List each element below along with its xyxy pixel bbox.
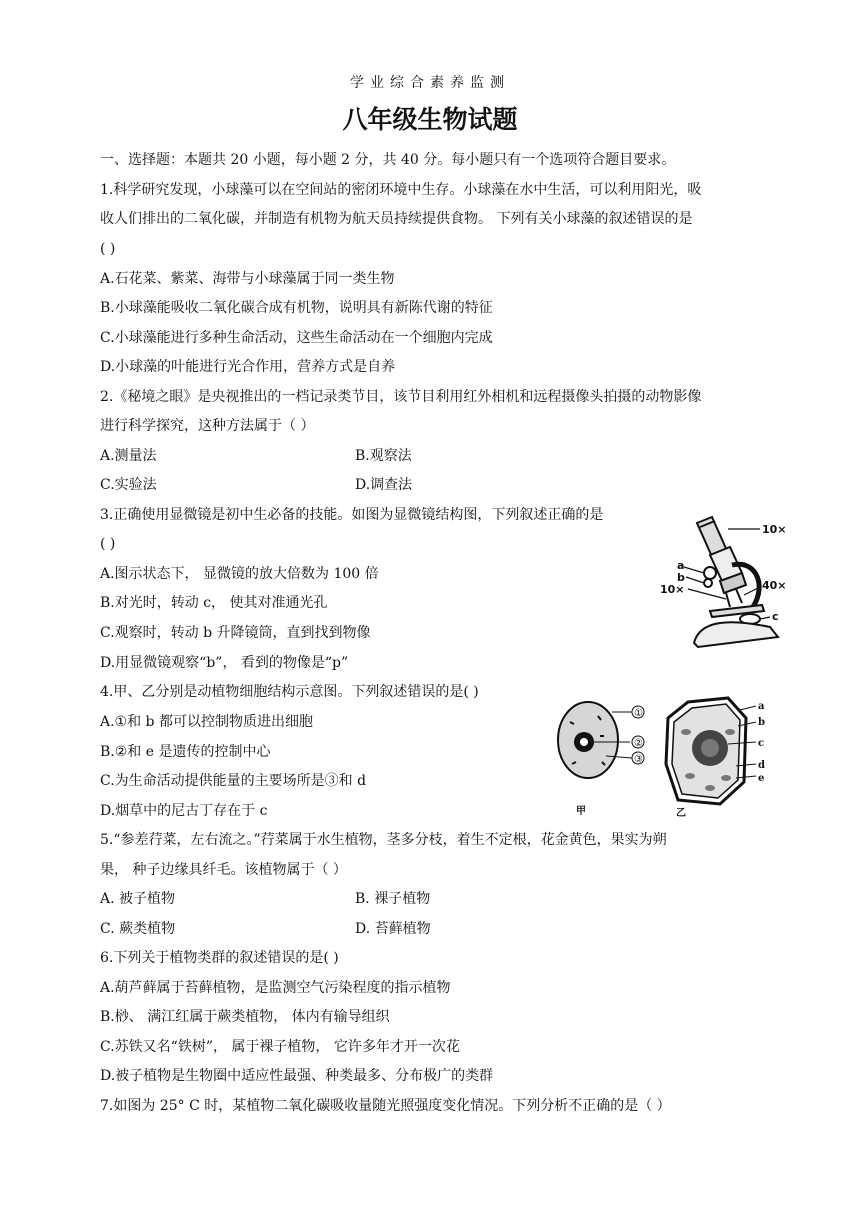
animal-cell xyxy=(558,702,644,778)
q1-option-d: D.小球藻的叶能进行光合作用，营养方式是自养 xyxy=(100,359,396,375)
q2-option-c: C.实验法 xyxy=(100,477,157,493)
q1-option-a: A.石花菜、紫菜、海带与小球藻属于同一类生物 xyxy=(100,271,395,287)
q5-option-b: B. 裸子植物 xyxy=(355,891,431,907)
q5-option-a: A. 被子植物 xyxy=(100,891,176,907)
q2-option-b: B.观察法 xyxy=(355,448,412,464)
microscope-label-objective-high: 40× xyxy=(762,579,787,592)
q3-stem: 3.正确使用显微镜是初中生必备的技能。如图为显微镜结构图，下列叙述正确的是 xyxy=(100,507,604,523)
q1-option-c: C.小球藻能进行多种生命活动，这些生命活动在一个细胞内完成 xyxy=(100,330,493,346)
plant-label-e: e xyxy=(758,773,765,784)
plant-label-c: c xyxy=(758,738,765,749)
q3-option-a: A.图示状态下， 显微镜的放大倍数为 100 倍 xyxy=(100,566,379,582)
section-heading: 一、选择题：本题共 20 小题，每小题 2 分，共 40 分。每小题只有一个选项符合题目要求。 xyxy=(100,152,676,168)
q4-option-a: A.①和 b 都可以控制物质进出细胞 xyxy=(100,714,313,730)
plant-label-d: d xyxy=(758,760,765,771)
q6-option-c: C.苏铁又名“铁树”， 属于裸子植物， 它许多年才开一次花 xyxy=(100,1039,460,1055)
q1-stem-line1: 1.科学研究发现，小球藻可以在空间站的密闭环境中生存。小球藻在水中生活，可以利用阳光，吸 xyxy=(100,182,702,198)
q6-option-a: A.葫芦藓属于苔藓植物，是监测空气污染程度的指示植物 xyxy=(100,980,451,996)
caption-jia: 甲 xyxy=(576,806,586,817)
q1-option-b: B.小球藻能吸收二氧化碳合成有机物，说明具有新陈代谢的特征 xyxy=(100,300,493,316)
plant-cell xyxy=(666,698,756,804)
page-title: 八年级生物试题 xyxy=(342,105,518,134)
q6-stem: 6.下列关于植物类群的叙述错误的是( ) xyxy=(100,950,339,966)
plant-label-b: b xyxy=(758,717,765,728)
animal-label-1: ① xyxy=(634,708,643,719)
q5-option-c: C. 蕨类植物 xyxy=(100,921,176,937)
microscope-label-c: c xyxy=(772,610,779,623)
q4-option-b: B.②和 e 是遗传的控制中心 xyxy=(100,744,271,760)
q2-option-a: A.测量法 xyxy=(100,448,157,464)
q1-answer-blank: ( ) xyxy=(100,241,116,257)
microscope-label-b: b xyxy=(677,571,685,584)
exam-subtitle: 学业综合素养监测 xyxy=(350,75,510,91)
q2-stem-line1: 2.《秘境之眼》是央视推出的一档记录类节目，该节目利用红外相机和远程摄像头拍摄的动物影像 xyxy=(100,389,702,405)
q3-option-b: B.对光时，转动 c， 使其对准通光孔 xyxy=(100,595,328,611)
q4-option-c: C.为生命活动提供能量的主要场所是③和 d xyxy=(100,773,367,789)
q3-answer-blank: ( ) xyxy=(100,536,116,552)
q4-option-d: D.烟草中的尼古丁存在于 c xyxy=(100,803,268,819)
cell-structure-figure xyxy=(550,692,775,820)
q5-stem-line1: 5.“参差荇菜，左右流之。”荇菜属于水生植物，茎多分枝，着生不定根，花金黄色，果实为朔 xyxy=(100,832,667,848)
animal-label-3: ③ xyxy=(634,754,643,765)
microscope-label-a: a xyxy=(677,559,685,572)
caption-yi: 乙 xyxy=(676,808,686,819)
animal-label-2: ② xyxy=(634,738,643,749)
microscope-label-objective-low: 10× xyxy=(660,583,685,596)
microscope-figure xyxy=(650,515,800,650)
q4-stem: 4.甲、乙分别是动植物细胞结构示意图。下列叙述错误的是( ) xyxy=(100,684,479,700)
q3-option-c: C.观察时，转动 b 升降镜筒，直到找到物像 xyxy=(100,625,371,641)
microscope-label-eyepiece: 10× xyxy=(762,523,787,536)
q3-option-d: D.用显微镜观察“b”， 看到的物像是“p” xyxy=(100,655,349,671)
plant-label-a: a xyxy=(758,701,765,712)
q6-option-b: B.桫、 满江红属于蕨类植物， 体内有输导组织 xyxy=(100,1009,390,1025)
q2-stem-line2: 进行科学探究，这种方法属于（ ） xyxy=(100,418,315,434)
q7-stem: 7.如图为 25° C 时，某植物二氧化碳吸收量随光照强度变化情况。下列分析不正确的是（ ） xyxy=(100,1098,671,1114)
q5-stem-line2: 果， 种子边缘具纤毛。该植物属于（ ） xyxy=(100,862,347,878)
q2-option-d: D.调查法 xyxy=(355,477,413,493)
q5-option-d: D. 苔藓植物 xyxy=(355,921,431,937)
q6-option-d: D.被子植物是生物圈中适应性最强、种类最多、分布极广的类群 xyxy=(100,1068,494,1084)
q1-stem-line2: 收人们排出的二氧化碳，并制造有机物为航天员持续提供食物。 下列有关小球藻的叙述错误的是 xyxy=(100,211,693,227)
